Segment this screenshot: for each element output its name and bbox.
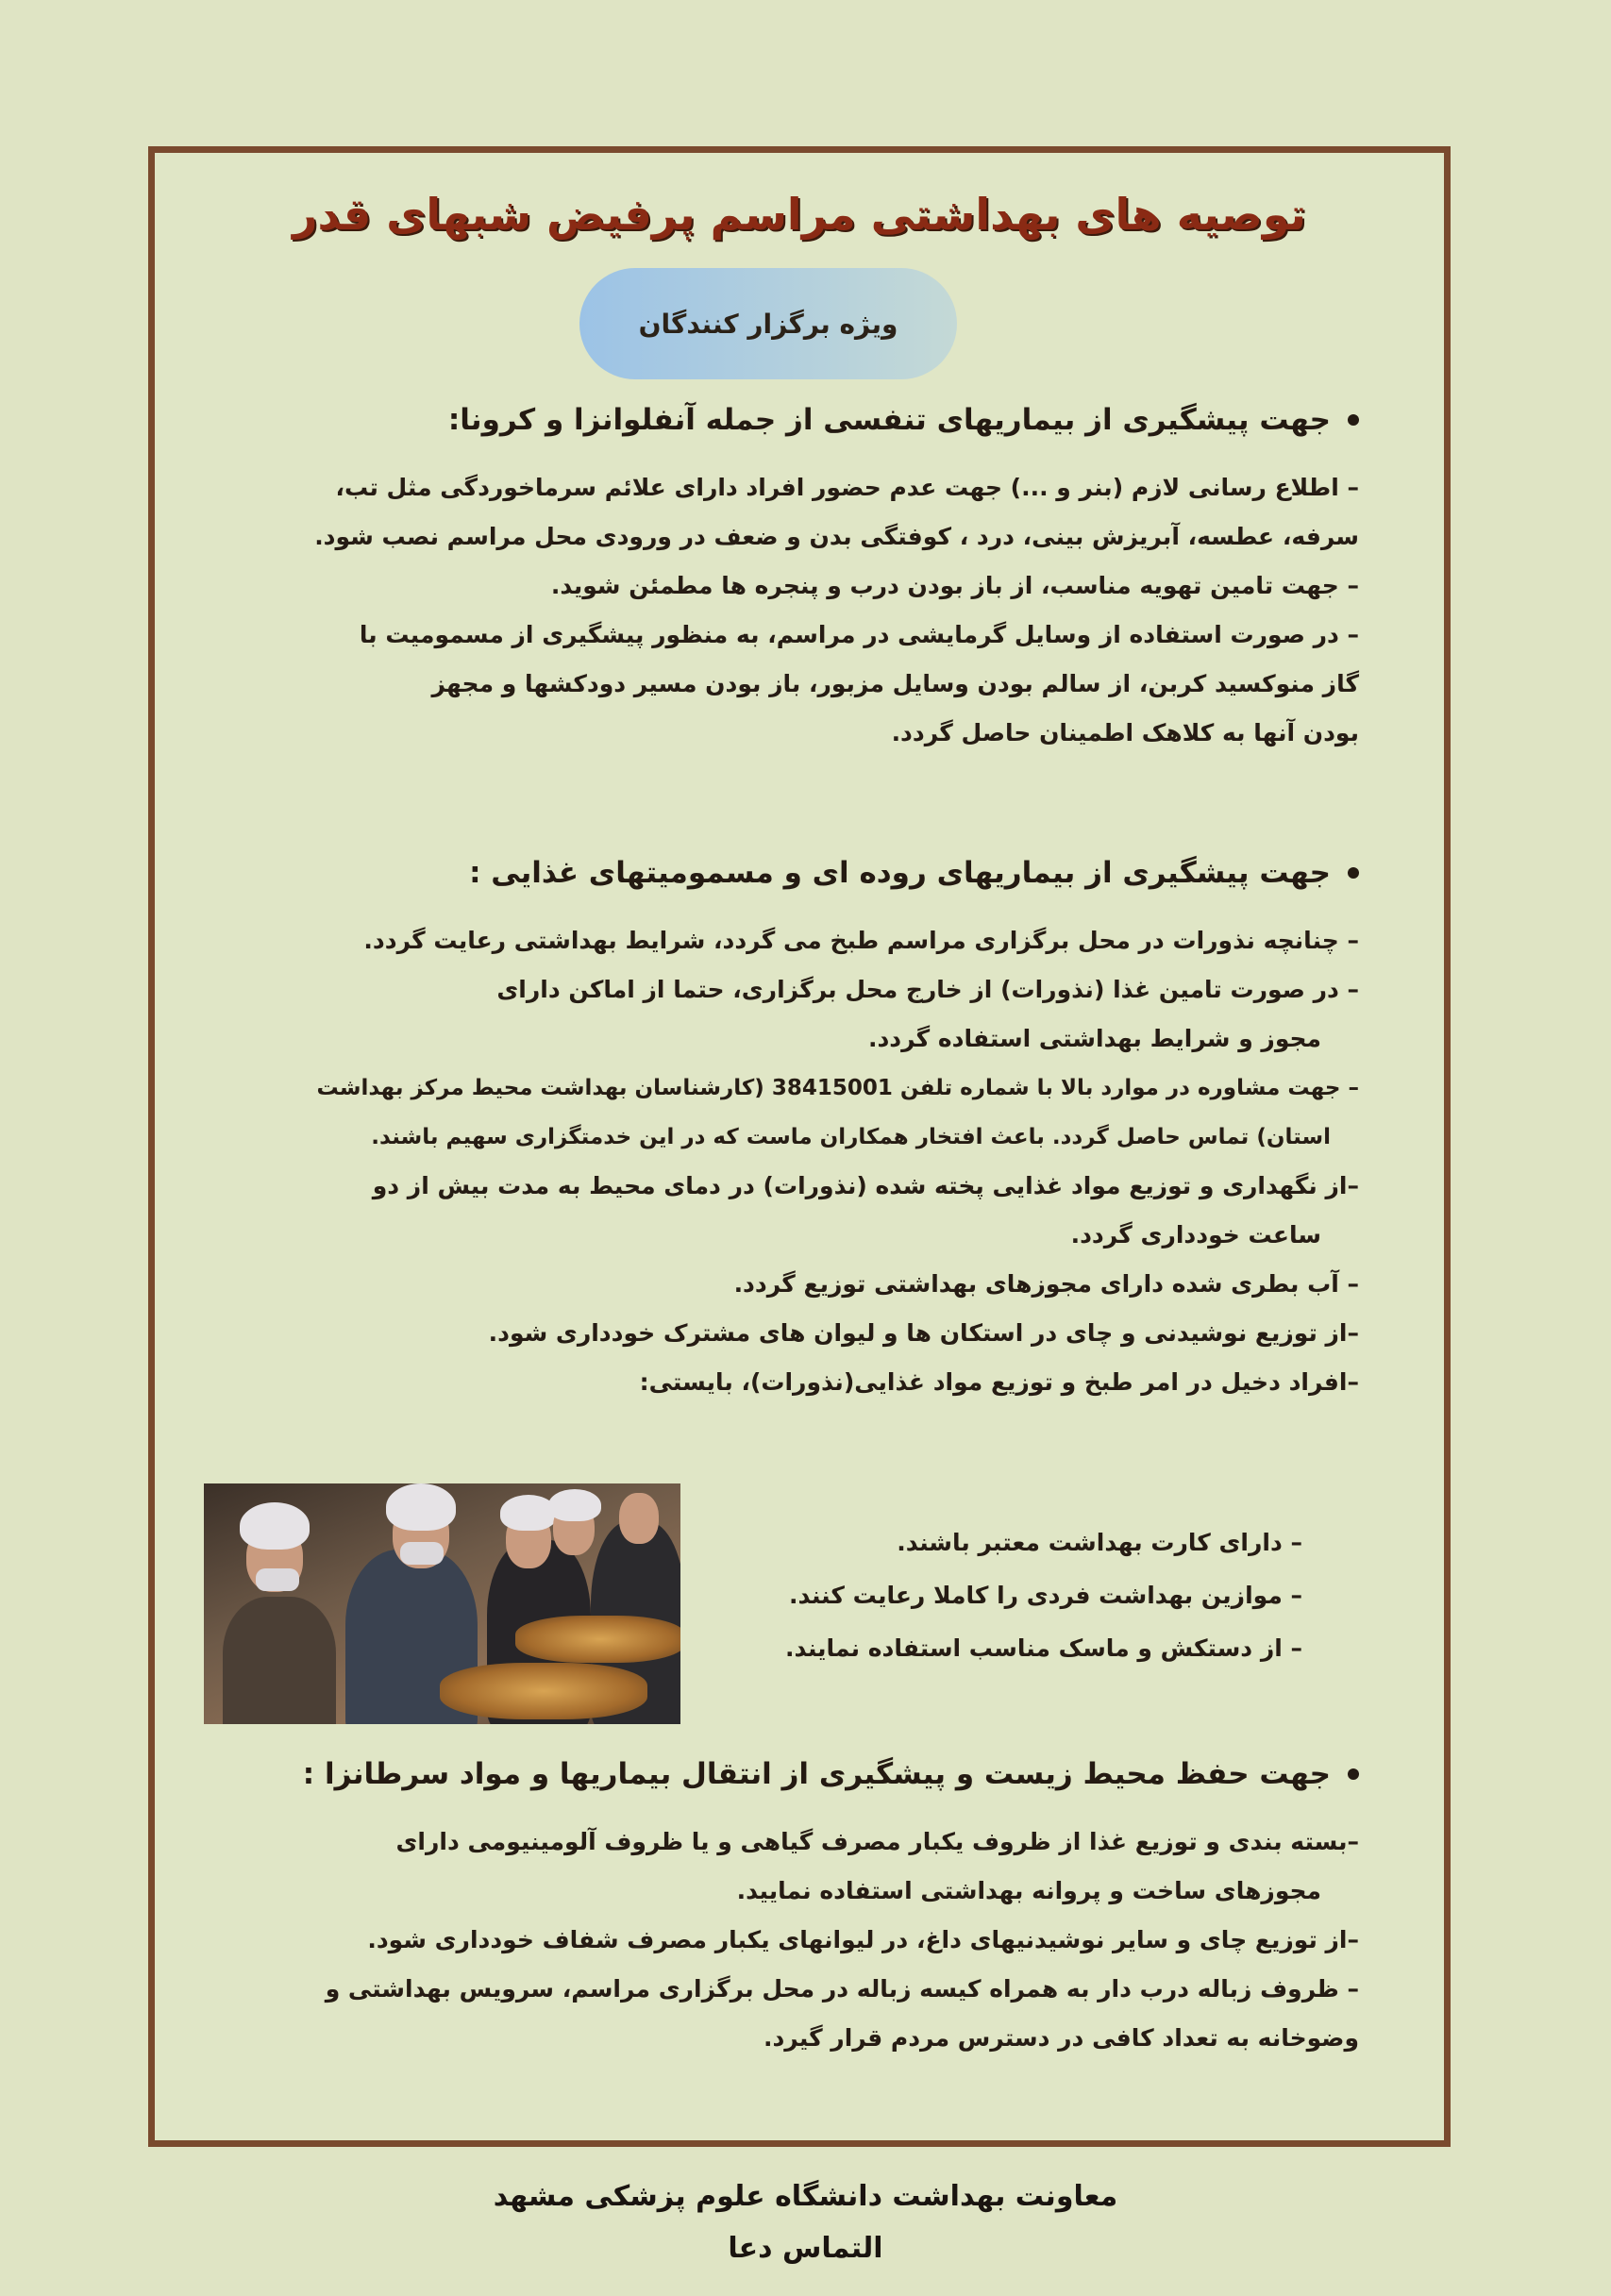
body-line: بودن آنها به کلاهک اطمینان حاصل گردد. <box>891 719 1359 746</box>
list-item: – دارای کارت بهداشت معتبر باشند. <box>897 1529 1302 1556</box>
body-line: –از نگهداری و توزیع مواد غذایی پخته شده (نذورات) در دمای محیط به مدت بیش از دو <box>372 1172 1359 1199</box>
list-item: – موازین بهداشت فردی را کاملا رعایت کنند. <box>789 1582 1302 1609</box>
footer-closing: التماس دعا <box>728 2232 883 2265</box>
audience-badge: ویژه برگزار کنندگان <box>579 268 957 379</box>
body-line: – در صورت استفاده از وسایل گرمایشی در مراسم، به منظور پیشگیری از مسمومیت با <box>359 621 1359 648</box>
body-line: گاز منوکسید کربن، از سالم بودن وسایل مزبور، باز بودن مسیر دودکشها و مجهز <box>431 670 1359 697</box>
food-handler-requirements <box>785 1517 1302 1675</box>
poster-frame <box>148 146 1451 2147</box>
body-line: –افراد دخیل در امر طبخ و توزیع مواد غذایی(نذورات)، بایستی: <box>639 1368 1359 1396</box>
section-foodborne <box>317 856 1359 1407</box>
body-line: ساعت خودداری گردد. <box>1070 1221 1321 1249</box>
body-line: وضوخانه به تعداد کافی در دسترس مردم قرار گیرد. <box>763 2024 1359 2052</box>
bullet-icon <box>1348 414 1359 426</box>
footer-organization: معاونت بهداشت دانشگاه علوم پزشکی مشهد <box>493 2180 1118 2213</box>
body-line: مجوزهای ساخت و پروانه بهداشتی استفاده نمایید. <box>736 1877 1321 1904</box>
body-line: – آب بطری شده دارای مجوزهای بهداشتی توزیع گردد. <box>733 1270 1359 1298</box>
body-line: – چنانچه نذورات در محل برگزاری مراسم طبخ می گردد، شرایط بهداشتی رعایت گردد. <box>363 927 1359 954</box>
body-line: –بسته بندی و توزیع غذا از ظروف یکبار مصرف گیاهی و یا ظروف آلومینیومی دارای <box>395 1828 1359 1855</box>
section-heading <box>314 403 1359 437</box>
bullet-icon <box>1348 1768 1359 1780</box>
section-body <box>314 463 1359 758</box>
body-line: سرفه، عطسه، آبریزش بینی، درد ، کوفتگی بدن و ضعف در ورودی محل مراسم نصب شود. <box>314 523 1359 550</box>
bullet-icon <box>1348 867 1359 879</box>
body-line: مجوز و شرایط بهداشتی استفاده گردد. <box>867 1025 1321 1052</box>
food-preparation-photo <box>204 1483 680 1724</box>
list-item: – از دستکش و ماسک مناسب استفاده نمایند. <box>785 1634 1302 1662</box>
body-line: –از توزیع چای و سایر نوشیدنیهای داغ، در لیوانهای یکبار مصرف شفاف خودداری شود. <box>367 1926 1359 1953</box>
section-heading-text: جهت حفظ محیط زیست و پیشگیری از انتقال بیماریها و مواد سرطانزا : <box>302 1757 1331 1791</box>
section-respiratory <box>314 403 1359 758</box>
section-body <box>317 916 1359 1407</box>
poster-title: توصیه های بهداشتی مراسم پرفیض شبهای قدر <box>293 189 1306 240</box>
body-line: – ظروف زباله درب دار به همراه کیسه زباله در محل برگزاری مراسم، سرویس بهداشتی و <box>325 1975 1359 2003</box>
body-line: – جهت مشاوره در موارد بالا با شماره تلفن 38415001 (کارشناسان بهداشت محیط مرکز بهداشت <box>316 1076 1359 1100</box>
body-line: استان) تماس حاصل گردد. باعث افتخار همکاران ماست که در این خدمتگزاری سهیم باشند. <box>371 1125 1331 1149</box>
body-line: – اطلاع رسانی لازم (بنر و ...) جهت عدم حضور افراد دارای علائم سرماخوردگی مثل تب، <box>335 474 1359 501</box>
body-line: –از توزیع نوشیدنی و چای در استکان ها و لیوان های مشترک خودداری شود. <box>488 1319 1359 1347</box>
section-body <box>303 1818 1359 2063</box>
section-heading <box>303 1757 1359 1791</box>
body-line: – در صورت تامین غذا (نذورات) از خارج محل برگزاری، حتما از اماکن دارای <box>496 976 1359 1003</box>
section-environment <box>303 1757 1359 2063</box>
section-heading-text: جهت پیشگیری از بیماریهای روده ای و مسمومیتهای غذایی : <box>469 856 1331 890</box>
body-line: – جهت تامین تهویه مناسب، از باز بودن درب و پنجره ها مطمئن شوید. <box>550 572 1359 599</box>
section-heading-text: جهت پیشگیری از بیماریهای تنفسی از جمله آنفلوانزا و کرونا: <box>447 403 1331 437</box>
section-heading <box>317 856 1359 890</box>
